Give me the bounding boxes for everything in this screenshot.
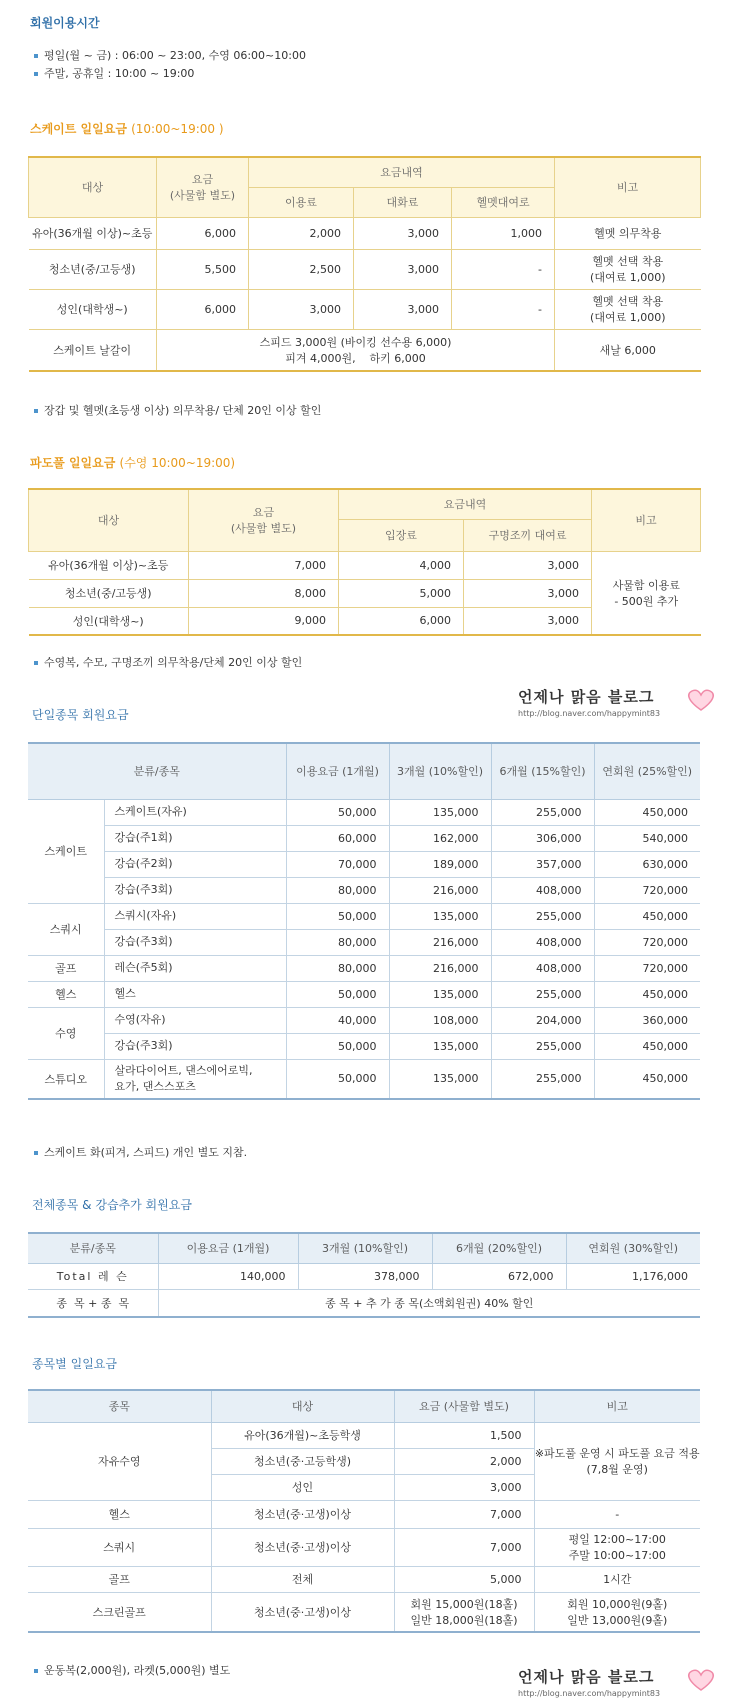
cell: 유아(36개월 이상)~초등	[29, 551, 189, 579]
heart-icon	[684, 688, 718, 712]
cell: 청소년(중·고생)이상	[211, 1528, 394, 1566]
cell: 1,500	[394, 1422, 534, 1448]
fee-line: 일반 18,000원(18홀)	[410, 1613, 518, 1627]
blade-line: 스피드 3,000원 (바이킹 선수용 6,000)	[259, 335, 452, 349]
col-helmet: 헬멧대여로	[452, 187, 555, 217]
group-cell: 헬스	[28, 981, 104, 1007]
cell: 50,000	[286, 1059, 389, 1099]
cell: 헬스	[104, 981, 286, 1007]
cell: 청소년(중·고생)이상	[211, 1592, 394, 1632]
cell: 9,000	[189, 607, 339, 635]
cell: 3,000	[354, 217, 452, 249]
hours-section	[30, 14, 740, 83]
daily-title-b: 일일요금	[66, 1357, 117, 1371]
cell: 3,000	[354, 289, 452, 329]
table-row	[28, 1528, 700, 1566]
cell: 255,000	[491, 1033, 594, 1059]
cell: 255,000	[491, 903, 594, 929]
note-line: 주말 10:00~17:00	[568, 1549, 666, 1562]
cell: 450,000	[594, 799, 700, 825]
table-row	[28, 1289, 700, 1317]
hours-list	[30, 47, 740, 83]
col-note: 비고	[555, 157, 701, 217]
cell: 5,500	[157, 249, 249, 289]
cell: 청소년(중/고등생)	[29, 249, 157, 289]
cell: 3,000	[394, 1474, 534, 1500]
cell	[534, 1592, 700, 1632]
table-row	[28, 877, 700, 903]
cell: 135,000	[389, 981, 491, 1007]
list-item: 평일(월 ~ 금) : 06:00 ~ 23:00, 수영 06:00~10:00	[30, 47, 740, 65]
cell: 360,000	[594, 1007, 700, 1033]
skate-table	[28, 156, 701, 372]
cell: 255,000	[491, 1059, 594, 1099]
cell: 2,000	[249, 217, 354, 249]
total-title	[32, 1196, 740, 1213]
group-cell: 스튜디오	[28, 1059, 104, 1099]
cell: 강습(주3회)	[104, 929, 286, 955]
table-row	[28, 903, 700, 929]
cell: 스크린골프	[28, 1592, 211, 1632]
col-category: 분류/종목	[28, 1233, 158, 1263]
table-row	[28, 825, 700, 851]
cell: 408,000	[491, 877, 594, 903]
table-row	[28, 1263, 700, 1289]
table-row	[28, 851, 700, 877]
note-line: ※파도풀 운영 시 파도풀 요금 적용	[534, 1447, 700, 1460]
table-row	[28, 1592, 700, 1632]
col-3month: 3개월 (10%할인)	[298, 1233, 432, 1263]
cell: 스쿼시	[28, 1528, 211, 1566]
cell: 6,000	[157, 217, 249, 249]
col-vest: 구명조끼 대여료	[464, 519, 592, 551]
note-line: (7,8월 운영)	[586, 1463, 648, 1476]
cell: 수영(자유)	[104, 1007, 286, 1033]
col-annual: 연회원 (30%할인)	[566, 1233, 700, 1263]
table-row	[28, 1422, 700, 1448]
note-line: 회원 10,000원(9홀)	[567, 1597, 668, 1611]
cell: 50,000	[286, 981, 389, 1007]
cell: 종 목 + 추 가 종 목(소액회원권) 40% 할인	[158, 1289, 700, 1317]
cell: 종 목 + 종 목	[28, 1289, 158, 1317]
pool-title	[30, 454, 740, 471]
skate-title-sub: (10:00~19:00 )	[131, 122, 224, 136]
col-target: 대상	[211, 1390, 394, 1422]
cell: 135,000	[389, 1033, 491, 1059]
cell: 유아(36개월 이상)~초등	[29, 217, 157, 249]
cell: 자유수영	[28, 1422, 211, 1500]
cell: 강습(주1회)	[104, 825, 286, 851]
note-line: 헬멧 선택 착용	[592, 255, 664, 268]
cell: 216,000	[389, 877, 491, 903]
col-1month: 이용요금 (1개월)	[158, 1233, 298, 1263]
cell: 408,000	[491, 955, 594, 981]
col-target: 대상	[29, 489, 189, 551]
cell: 135,000	[389, 799, 491, 825]
blade-line: 피겨 4,000원, 하키 6,000	[285, 351, 426, 365]
cell: 강습(주3회)	[104, 1033, 286, 1059]
cell: 스케이트 날갈이	[29, 329, 157, 371]
skate-title-text: 스케이트 일일요금	[30, 122, 127, 136]
cell: 스케이트(자유)	[104, 799, 286, 825]
table-row	[29, 217, 701, 249]
cell: 유아(36개월)~초등학생	[211, 1422, 394, 1448]
cell: 216,000	[389, 929, 491, 955]
cell: 성인(대학생~)	[29, 289, 157, 329]
watermark-url: http://blog.naver.com/happymint83	[518, 709, 661, 718]
total-table	[28, 1232, 700, 1318]
cell: 성인	[211, 1474, 394, 1500]
note-line: 헬멧 선택 착용	[592, 295, 664, 308]
cell: 2,500	[249, 249, 354, 289]
table-row	[28, 955, 700, 981]
cell: 강습(주3회)	[104, 877, 286, 903]
col-event: 종목	[28, 1390, 211, 1422]
col-fee-sub: (사물함 별도)	[169, 189, 236, 203]
cell: 189,000	[389, 851, 491, 877]
table-row	[28, 1500, 700, 1528]
cell: 성인(대학생~)	[29, 607, 189, 635]
cell: 357,000	[491, 851, 594, 877]
cell: 6,000	[339, 607, 464, 635]
cell: 새날 6,000	[555, 329, 701, 371]
group-cell: 스쿼시	[28, 903, 104, 955]
cell: 60,000	[286, 825, 389, 851]
group-cell: 수영	[28, 1007, 104, 1059]
cell: 70,000	[286, 851, 389, 877]
cell	[555, 289, 701, 329]
cell: 450,000	[594, 903, 700, 929]
cell: 720,000	[594, 955, 700, 981]
note-line: (대여료 1,000)	[590, 271, 666, 284]
cell: 408,000	[491, 929, 594, 955]
daily-table	[28, 1389, 700, 1633]
cell	[157, 329, 555, 371]
cell: -	[452, 249, 555, 289]
cell: 450,000	[594, 1059, 700, 1099]
cell: 청소년(중·고등학생)	[211, 1448, 394, 1474]
col-6month: 6개월 (20%할인)	[432, 1233, 566, 1263]
cell: 2,000	[394, 1448, 534, 1474]
heart-icon	[684, 1668, 718, 1692]
cell: 강습(주2회)	[104, 851, 286, 877]
table-row	[29, 551, 701, 579]
col-category: 분류/종목	[28, 743, 286, 799]
daily-title-a: 종목별	[32, 1357, 67, 1371]
hours-title: 회원이용시간	[30, 16, 100, 30]
list-item: 수영복, 수모, 구명조끼 의무착용/단체 20인 이상 할인	[30, 654, 740, 672]
cell: 162,000	[389, 825, 491, 851]
col-target: 대상	[29, 157, 157, 217]
cell: 3,000	[249, 289, 354, 329]
cell: 골프	[28, 1566, 211, 1592]
col-use: 이용료	[249, 187, 354, 217]
list-item: 주말, 공휴일 : 10:00 ~ 19:00	[30, 65, 740, 83]
note-line: 일반 13,000원(9홀)	[567, 1613, 668, 1627]
cell: 255,000	[491, 981, 594, 1007]
cell: 레슨(주5회)	[104, 955, 286, 981]
total-title-b: 회원요금	[141, 1198, 192, 1212]
cell: 450,000	[594, 1033, 700, 1059]
cell: 378,000	[298, 1263, 432, 1289]
cell: 50,000	[286, 1033, 389, 1059]
single-footnote	[30, 1144, 740, 1162]
table-row	[28, 1059, 700, 1099]
pool-table	[28, 488, 701, 636]
skate-title	[30, 120, 740, 137]
single-title-b: 회원요금	[78, 708, 129, 722]
table-row	[28, 929, 700, 955]
cell: 3,000	[354, 249, 452, 289]
note-line: 평일 12:00~17:00	[568, 1533, 666, 1546]
cell: 전체	[211, 1566, 394, 1592]
table-row	[28, 799, 700, 825]
cell: 1시간	[534, 1566, 700, 1592]
cell: 살라다이어트, 댄스에어로빅, 요가, 댄스스포츠	[104, 1059, 286, 1099]
cell	[534, 1422, 700, 1500]
cell: 5,000	[339, 579, 464, 607]
group-cell: 스케이트	[28, 799, 104, 903]
cell: 50,000	[286, 799, 389, 825]
cell: 8,000	[189, 579, 339, 607]
watermark-text: 언제나 맑음 블로그	[518, 1668, 655, 1686]
cell: 7,000	[189, 551, 339, 579]
blog-watermark	[518, 1666, 718, 1702]
col-detail: 요금내역	[339, 489, 592, 519]
table-row	[29, 289, 701, 329]
cell: 3,000	[464, 551, 592, 579]
cell: 4,000	[339, 551, 464, 579]
col-6month: 6개월 (15%할인)	[491, 743, 594, 799]
col-rent: 대화료	[354, 187, 452, 217]
cell: Total 레 슨	[28, 1263, 158, 1289]
single-title-a: 단일종목	[32, 708, 79, 722]
cell: 7,000	[394, 1500, 534, 1528]
col-fee	[189, 489, 339, 551]
table-row	[28, 1033, 700, 1059]
cell: 3,000	[464, 607, 592, 635]
col-note: 비고	[534, 1390, 700, 1422]
pool-title-text: 파도풀 일일요금	[30, 456, 116, 470]
cell: 80,000	[286, 877, 389, 903]
col-fee: 요금 (사물함 별도)	[394, 1390, 534, 1422]
col-fee-label: 요금	[252, 506, 275, 520]
cell: 720,000	[594, 877, 700, 903]
note-line: - 500원 추가	[614, 594, 679, 608]
watermark-url: http://blog.naver.com/happymint83	[518, 1689, 661, 1698]
daily-title	[32, 1355, 740, 1372]
cell: 1,000	[452, 217, 555, 249]
cell	[534, 1528, 700, 1566]
col-fee-sub: (사물함 별도)	[230, 522, 297, 536]
cell: 306,000	[491, 825, 594, 851]
cell: 140,000	[158, 1263, 298, 1289]
table-row	[28, 1566, 700, 1592]
pool-title-sub: (수영 10:00~19:00)	[119, 456, 236, 470]
table-row	[29, 329, 701, 371]
cell	[394, 1592, 534, 1632]
cell: 80,000	[286, 929, 389, 955]
col-note: 비고	[592, 489, 701, 551]
cell: 204,000	[491, 1007, 594, 1033]
list-item: 장갑 및 헬멧(초등생 이상) 의무착용/ 단체 20인 이상 할인	[30, 402, 740, 420]
cell: 135,000	[389, 1059, 491, 1099]
group-cell: 골프	[28, 955, 104, 981]
skate-footnote	[30, 402, 740, 420]
col-fee-label: 요금	[191, 173, 214, 187]
cell: 80,000	[286, 955, 389, 981]
cell: 헬스	[28, 1500, 211, 1528]
cell	[555, 249, 701, 289]
cell	[592, 551, 701, 635]
cell: 1,176,000	[566, 1263, 700, 1289]
total-title-a: 전체종목 & 강습추가	[32, 1198, 142, 1212]
cell: 3,000	[464, 579, 592, 607]
note-line: (대여료 1,000)	[590, 311, 666, 324]
cell: 7,000	[394, 1528, 534, 1566]
note-line: 사물함 이용료	[612, 578, 680, 592]
cell: -	[452, 289, 555, 329]
cell: 5,000	[394, 1566, 534, 1592]
cell: 6,000	[157, 289, 249, 329]
list-item: 스케이트 화(피겨, 스피드) 개인 별도 지참.	[30, 1144, 740, 1162]
watermark-text: 언제나 맑음 블로그	[518, 688, 655, 706]
cell: 청소년(중/고등생)	[29, 579, 189, 607]
cell: 헬멧 의무착용	[555, 217, 701, 249]
col-annual: 연회원 (25%할인)	[594, 743, 700, 799]
cell: 40,000	[286, 1007, 389, 1033]
cell: 135,000	[389, 903, 491, 929]
table-row	[29, 249, 701, 289]
cell: 540,000	[594, 825, 700, 851]
cell: 스쿼시(자유)	[104, 903, 286, 929]
col-fee	[157, 157, 249, 217]
col-3month: 3개월 (10%할인)	[389, 743, 491, 799]
col-detail: 요금내역	[249, 157, 555, 187]
single-table	[28, 742, 700, 1100]
col-entry: 입장료	[339, 519, 464, 551]
cell: -	[534, 1500, 700, 1528]
cell: 50,000	[286, 903, 389, 929]
pool-footnote	[30, 654, 740, 672]
cell: 630,000	[594, 851, 700, 877]
cell: 255,000	[491, 799, 594, 825]
cell: 청소년(중·고생)이상	[211, 1500, 394, 1528]
table-row	[28, 1007, 700, 1033]
cell: 720,000	[594, 929, 700, 955]
cell: 216,000	[389, 955, 491, 981]
cell: 672,000	[432, 1263, 566, 1289]
blog-watermark	[518, 686, 718, 722]
list-item: 운동복(2,000원), 라켓(5,000원) 별도	[30, 1662, 740, 1680]
cell: 108,000	[389, 1007, 491, 1033]
table-row	[28, 981, 700, 1007]
cell: 450,000	[594, 981, 700, 1007]
fee-line: 회원 15,000원(18홀)	[410, 1597, 518, 1611]
col-1month: 이용요금 (1개월)	[286, 743, 389, 799]
